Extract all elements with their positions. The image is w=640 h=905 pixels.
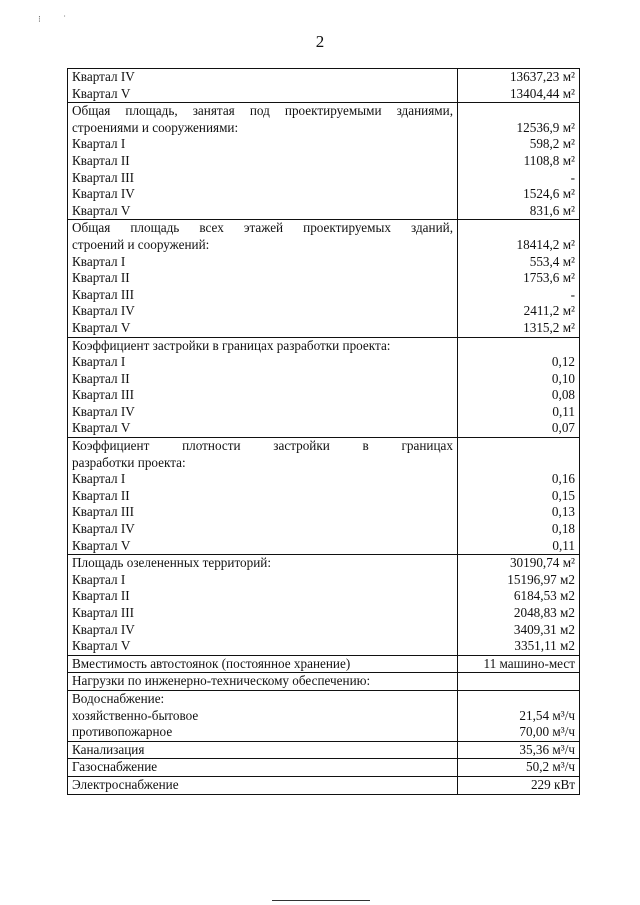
row-value: 1524,6 м² bbox=[523, 186, 575, 202]
row-value: 553,4 м² bbox=[529, 253, 575, 269]
row-value: 229 кВт bbox=[530, 776, 575, 792]
row-label-line: Квартал I bbox=[72, 354, 126, 370]
table-row bbox=[68, 103, 580, 220]
row-value: - bbox=[570, 169, 575, 185]
row-value: 12536,9 м² bbox=[516, 119, 575, 135]
row-value: 30190,74 м² bbox=[509, 555, 575, 571]
row-value: 0,15 bbox=[551, 487, 575, 503]
row-value: 21,54 м³/ч bbox=[519, 707, 575, 723]
table-row bbox=[68, 337, 580, 438]
row-value bbox=[462, 673, 575, 690]
row-value bbox=[462, 220, 575, 237]
table-row bbox=[68, 438, 580, 555]
row-label-line: противопожарное bbox=[72, 724, 173, 740]
row-value: 13404,44 м² bbox=[509, 85, 575, 101]
row-value: 18414,2 м² bbox=[516, 236, 575, 252]
table-row bbox=[68, 555, 580, 656]
row-label-cell bbox=[68, 776, 458, 794]
row-label-line: Квартал III bbox=[72, 387, 135, 403]
row-label-line: хозяйственно-бытовое bbox=[72, 707, 199, 723]
scan-marks: ⁝ ˙ bbox=[38, 14, 77, 24]
table-row bbox=[68, 220, 580, 337]
row-value: 1315,2 м² bbox=[523, 319, 575, 335]
row-label-line: Квартал I bbox=[72, 136, 126, 152]
row-value-cell bbox=[458, 655, 580, 673]
row-label-cell bbox=[68, 690, 458, 741]
row-value-cell bbox=[458, 438, 580, 555]
row-label-line: Вместимость автостоянок (постоянное хранение) bbox=[72, 655, 351, 671]
row-label-line: Квартал IV bbox=[72, 521, 135, 537]
row-value: 13637,23 м² bbox=[509, 69, 575, 84]
table-row bbox=[68, 673, 580, 691]
row-label-line: Электроснабжение bbox=[72, 776, 179, 792]
row-label-line: Квартал III bbox=[72, 286, 135, 302]
parameters-table-body bbox=[68, 69, 580, 795]
table-row bbox=[68, 759, 580, 777]
row-label-line: Квартал III bbox=[72, 504, 135, 520]
row-label-line: Общая площадь, занятая под проектируемыми зданиями, bbox=[72, 103, 453, 119]
row-label-cell bbox=[68, 103, 458, 220]
row-value: 11 машино-мест bbox=[483, 655, 575, 671]
row-value: 6184,53 м2 bbox=[513, 588, 575, 604]
row-value-cell bbox=[458, 690, 580, 741]
row-label-line: Водоснабжение: bbox=[72, 690, 165, 706]
row-label-line: Квартал I bbox=[72, 471, 126, 487]
row-value: 0,16 bbox=[551, 471, 575, 487]
row-label-line: строений и сооружений: bbox=[72, 236, 210, 252]
row-value: 0,11 bbox=[552, 403, 575, 419]
row-label-line: Квартал III bbox=[72, 169, 135, 185]
table-row bbox=[68, 690, 580, 741]
row-label-cell bbox=[68, 655, 458, 673]
row-label-line: Канализация bbox=[72, 741, 145, 757]
row-value bbox=[462, 455, 575, 472]
row-label-line: Квартал II bbox=[72, 270, 130, 286]
row-value-cell bbox=[458, 220, 580, 337]
row-label-line: Квартал V bbox=[72, 202, 131, 218]
page-number: 2 bbox=[315, 32, 325, 51]
row-label-line: Коэффициент застройки в границах разработки проекта: bbox=[72, 337, 391, 353]
row-value-cell bbox=[458, 555, 580, 656]
row-label-line: Квартал II bbox=[72, 370, 130, 386]
row-value: 0,12 bbox=[551, 354, 575, 370]
row-value-cell bbox=[458, 69, 580, 103]
row-value bbox=[462, 438, 575, 455]
row-value: - bbox=[570, 286, 575, 302]
row-label-cell bbox=[68, 438, 458, 555]
row-label-line: Газоснабжение bbox=[72, 759, 158, 775]
row-value: 0,18 bbox=[551, 521, 575, 537]
row-label-line: Квартал II bbox=[72, 588, 130, 604]
row-label-line: разработки проекта: bbox=[72, 454, 186, 470]
row-label-line: Квартал IV bbox=[72, 69, 135, 84]
row-label-line: Квартал IV bbox=[72, 186, 135, 202]
row-value: 15196,97 м2 bbox=[507, 571, 575, 587]
row-label-cell bbox=[68, 220, 458, 337]
row-label-cell bbox=[68, 673, 458, 691]
row-label-line: Квартал I bbox=[72, 571, 126, 587]
row-label-line: Квартал V bbox=[72, 319, 131, 335]
row-value: 0,11 bbox=[552, 537, 575, 553]
row-value-cell bbox=[458, 337, 580, 438]
table-row bbox=[68, 69, 580, 103]
row-label-line: Квартал III bbox=[72, 605, 135, 620]
row-value: 0,08 bbox=[551, 387, 575, 403]
row-value bbox=[462, 338, 575, 355]
row-value: 598,2 м² bbox=[529, 136, 575, 152]
row-value bbox=[462, 691, 575, 708]
row-value-cell bbox=[458, 776, 580, 794]
parameters-table bbox=[67, 68, 580, 795]
table-row bbox=[68, 655, 580, 673]
row-label-cell bbox=[68, 759, 458, 777]
row-value: 35,36 м³/ч bbox=[519, 741, 575, 757]
row-label-line: Квартал IV bbox=[72, 621, 135, 637]
row-label-line: Общая площадь всех этажей проектируемых зданий, bbox=[72, 220, 453, 236]
row-value: 0,13 bbox=[551, 504, 575, 520]
row-label-cell bbox=[68, 741, 458, 759]
row-value-cell bbox=[458, 759, 580, 777]
row-value: 70,00 м³/ч bbox=[519, 724, 575, 740]
row-value: 0,10 bbox=[551, 370, 575, 386]
row-value: 831,6 м² bbox=[529, 202, 575, 218]
table-row bbox=[68, 741, 580, 759]
row-label-line: Квартал IV bbox=[72, 303, 135, 319]
row-label-line: Квартал II bbox=[72, 487, 130, 503]
bottom-rule bbox=[272, 900, 370, 901]
row-value-cell bbox=[458, 103, 580, 220]
row-value-cell bbox=[458, 741, 580, 759]
row-label-line: строениями и сооружениями: bbox=[72, 119, 239, 135]
row-label-cell bbox=[68, 337, 458, 438]
row-label-line: Квартал V bbox=[72, 85, 131, 101]
row-label-line: Нагрузки по инженерно-техническому обеспечению: bbox=[72, 673, 371, 689]
row-value: 50,2 м³/ч bbox=[526, 759, 575, 775]
row-value: 3409,31 м2 bbox=[513, 621, 575, 637]
row-label-line: Квартал V bbox=[72, 420, 131, 436]
row-label-line: Квартал I bbox=[72, 253, 126, 269]
row-label-line: Квартал IV bbox=[72, 403, 135, 419]
row-value: 2048,83 м2 bbox=[513, 605, 575, 620]
row-label-line: Коэффициент плотности застройки в границах bbox=[72, 438, 453, 454]
table-row bbox=[68, 776, 580, 794]
row-value: 3351,11 м2 bbox=[514, 638, 575, 654]
row-value bbox=[462, 103, 575, 120]
row-label-line: Квартал II bbox=[72, 152, 130, 168]
row-value: 1108,8 м² bbox=[523, 152, 575, 168]
row-value: 1753,6 м² bbox=[523, 270, 575, 286]
row-label-line: Площадь озелененных территорий: bbox=[72, 555, 272, 571]
row-label-line: Квартал V bbox=[72, 638, 131, 654]
row-value: 2411,2 м² bbox=[523, 303, 575, 319]
row-value: 0,07 bbox=[551, 420, 575, 436]
row-label-line: Квартал V bbox=[72, 537, 131, 553]
row-value-cell bbox=[458, 673, 580, 691]
row-label-cell bbox=[68, 555, 458, 656]
row-label-cell bbox=[68, 69, 458, 103]
